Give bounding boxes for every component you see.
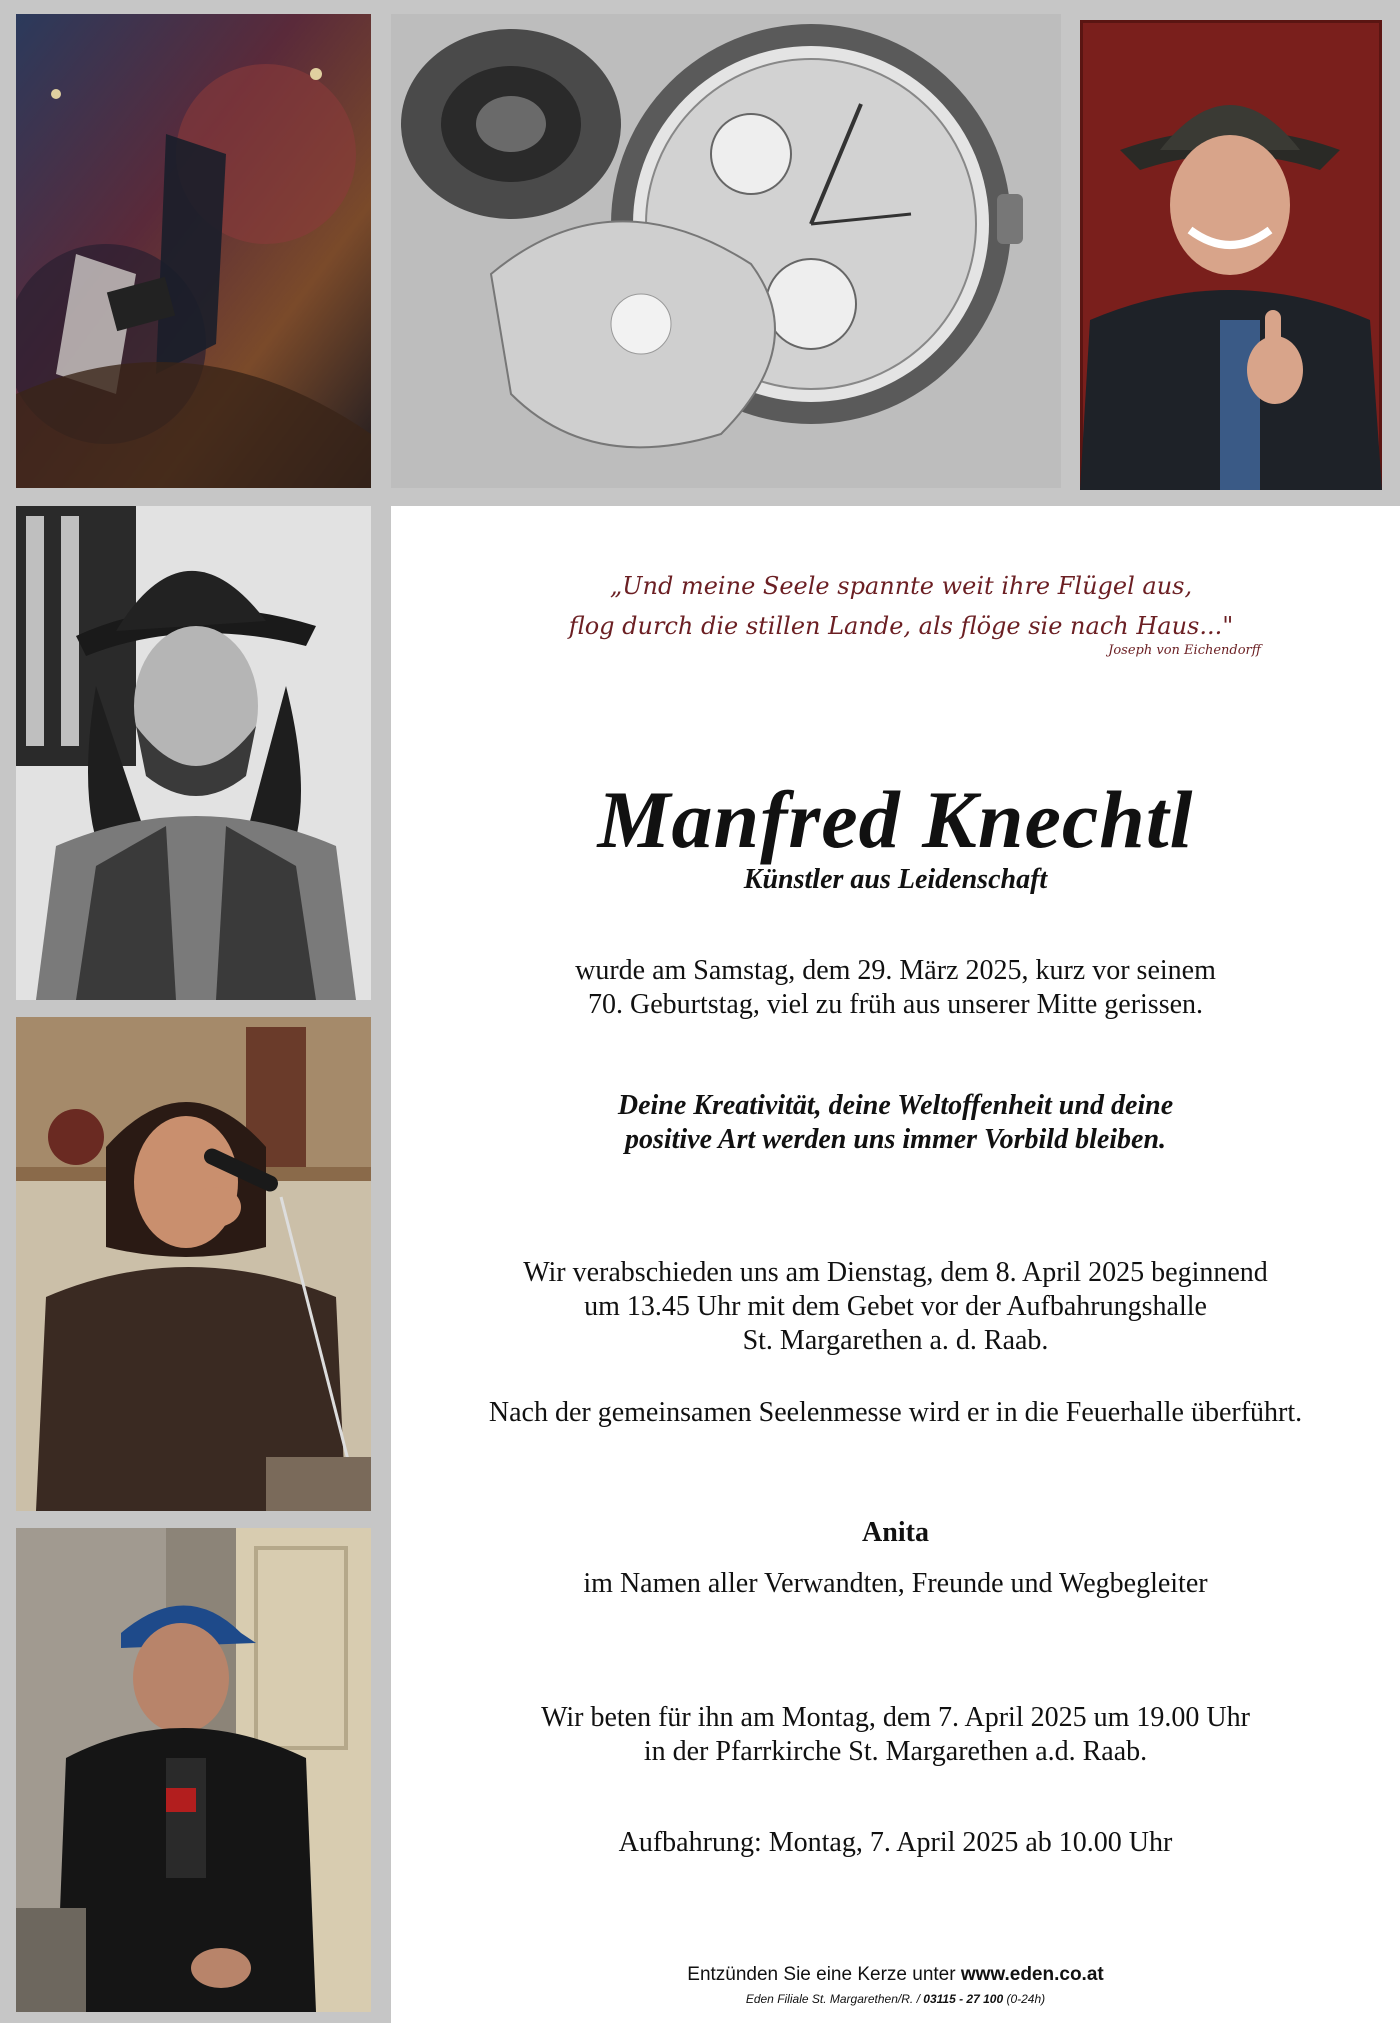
branch-hours: (0-24h) [1003, 1992, 1046, 2006]
tribute-line-2: positive Art werden uns immer Vorbild bleiben. [624, 1124, 1167, 1155]
death-notice-line-1: wurde am Samstag, dem 29. März 2025, kurz vor seinem [575, 955, 1216, 986]
death-notice-line-2: 70. Geburtstag, viel zu früh aus unserer Mitte gerissen. [587, 989, 1204, 1020]
mourner-subtitle [391, 1567, 1400, 1601]
candle-text: Entzünden Sie eine Kerze unter [687, 1964, 961, 1985]
prayer-details [391, 1701, 1400, 1769]
branch-info [391, 1992, 1400, 2006]
quote-author: Joseph von Eichendorff [1108, 643, 1261, 658]
viewing-details [391, 1826, 1400, 1860]
farewell-line-2: um 13.45 Uhr mit dem Gebet vor der Aufbahrungshalle [584, 1291, 1207, 1322]
mourner-sub-line: im Namen aller Verwandten, Freunde und Wegbegleiter [583, 1568, 1208, 1599]
portrait-hat-smiling-image [1080, 20, 1382, 490]
farewell-line-3: St. Margarethen a. d. Raab. [742, 1325, 1049, 1356]
transfer-notice [391, 1396, 1400, 1430]
deceased-subtitle: Künstler aus Leidenschaft [743, 864, 1048, 895]
prayer-line-2: in der Pfarrkirche St. Margarethen a.d. Raab. [643, 1736, 1148, 1767]
watch-drawing-image [391, 14, 1061, 488]
mourner-name [391, 1516, 1400, 1550]
mourner-line: Anita [862, 1517, 929, 1548]
branch-separator: / [913, 1992, 924, 2006]
death-notice [391, 954, 1400, 1022]
abstract-painting-image [16, 14, 371, 488]
prayer-line-1: Wir beten für ihn am Montag, dem 7. April 2025 um 19.00 Uhr [541, 1702, 1250, 1733]
portrait-singing-microphone-image [16, 1017, 371, 1511]
tribute-text [391, 1089, 1400, 1157]
portrait-cap-sitting-image [16, 1528, 371, 2012]
farewell-line-1: Wir verabschieden uns am Dienstag, dem 8. April 2025 beginnend [523, 1257, 1268, 1288]
epigraph-quote [511, 566, 1291, 660]
funeral-home-footer [391, 1964, 1400, 2006]
deceased-name: Manfred Knechtl [597, 774, 1194, 865]
viewing-line: Aufbahrung: Montag, 7. April 2025 ab 10.00 Uhr [618, 1827, 1173, 1858]
tribute-line-1: Deine Kreativität, deine Weltoffenheit und deine [617, 1090, 1174, 1121]
quote-line-2: flog durch die stillen Lande, als flöge sie nach Haus..." [568, 612, 1234, 640]
farewell-details [391, 1256, 1400, 1358]
branch-phone: 03115 - 27 100 [923, 1992, 1004, 2006]
quote-line-1: „Und meine Seele spannte weit ihre Flügel aus, [609, 572, 1193, 600]
obituary-content [391, 506, 1400, 2023]
branch-name: Eden Filiale St. Margarethen/R. [745, 1992, 914, 2006]
portrait-bw-hat-image [16, 506, 371, 1000]
candle-link[interactable]: www.eden.co.at [960, 1964, 1104, 1985]
transfer-line: Nach der gemeinsamen Seelenmesse wird er in die Feuerhalle überführt. [488, 1397, 1303, 1428]
